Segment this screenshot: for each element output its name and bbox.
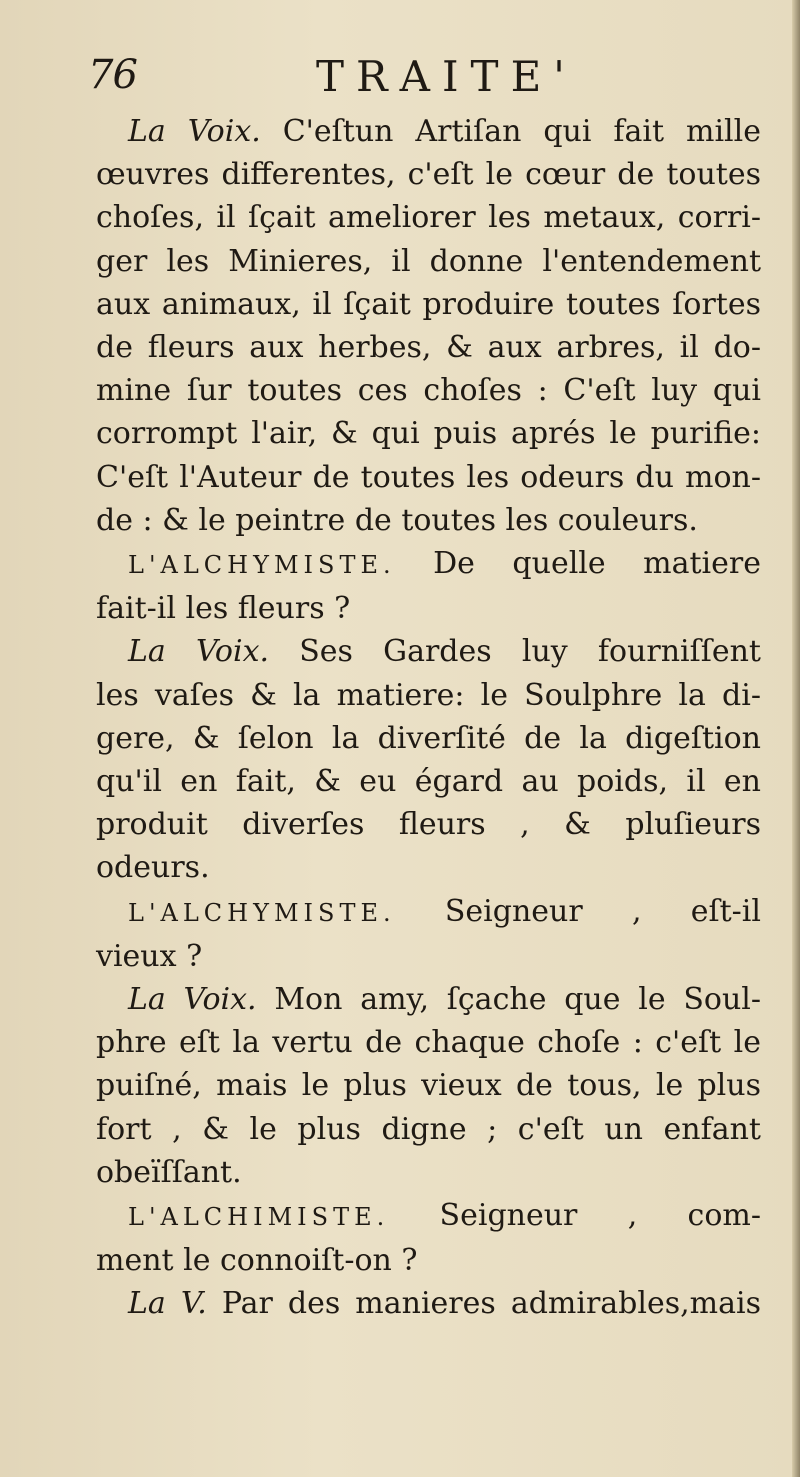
line-text: choſes, il ſçait ameliorer les metaux, corri- bbox=[96, 200, 761, 236]
text-line bbox=[96, 890, 761, 935]
line-text: fait-il les fleurs ? bbox=[96, 591, 351, 627]
text-line bbox=[96, 412, 761, 455]
line-text: odeurs. bbox=[96, 850, 210, 886]
line-text: gere, & ſelon la diverſité de la digeſtion bbox=[96, 720, 761, 756]
text-line bbox=[96, 803, 761, 846]
page-number: 76 bbox=[88, 52, 137, 98]
line-text: œuvres differentes, c'eſt le cœur de toutes bbox=[96, 157, 761, 193]
line-text: produit diverſes fleurs , & pluſieurs bbox=[96, 807, 761, 843]
text-line bbox=[96, 283, 761, 326]
line-text: C'eſtun Artiſan qui fait mille bbox=[260, 114, 761, 149]
line-text: C'eſt l'Auteur de toutes les odeurs du mon- bbox=[96, 459, 761, 495]
text-line bbox=[96, 240, 761, 283]
line-text: mine ſur toutes ces choſes : C'eſt luy qui bbox=[96, 373, 761, 409]
line-text: phre eſt la vertu de chaque choſe : c'eſt le bbox=[96, 1025, 761, 1061]
text-line bbox=[96, 1282, 761, 1325]
speaker-label: La Voix. bbox=[128, 114, 261, 149]
text-line bbox=[96, 326, 761, 369]
line-text: Seigneur , eſt-il bbox=[395, 893, 761, 929]
text-line bbox=[96, 369, 761, 412]
line-text: ment le connoiſt-on ? bbox=[96, 1243, 418, 1279]
line-text: Ses Gardes luy fourniſſent bbox=[269, 634, 761, 670]
text-line bbox=[96, 717, 761, 760]
text-line bbox=[96, 1151, 761, 1194]
text-line bbox=[96, 587, 761, 630]
text-line bbox=[96, 196, 761, 239]
text-line bbox=[96, 935, 761, 978]
line-text: fort , & le plus digne ; c'eſt un enfant bbox=[96, 1111, 761, 1147]
speaker-label: La Voix. bbox=[128, 982, 257, 1018]
text-line bbox=[96, 1108, 761, 1151]
text-line bbox=[96, 978, 761, 1021]
page-edge bbox=[792, 0, 800, 1477]
line-text: obeïſſant. bbox=[96, 1154, 242, 1190]
text-line bbox=[96, 110, 761, 153]
line-text: qu'il en fait, & eu égard au poids, il en bbox=[96, 764, 761, 800]
line-text: Mon amy, ſçache que le Soul- bbox=[256, 982, 761, 1018]
text-line bbox=[96, 153, 761, 196]
line-text: ger les Minieres, il donne l'entendement bbox=[96, 243, 761, 279]
line-text: De quelle matiere bbox=[395, 546, 761, 582]
text-line bbox=[96, 760, 761, 803]
speaker-label: La Voix. bbox=[128, 634, 270, 670]
text-line bbox=[96, 456, 761, 499]
speaker-label: La V. bbox=[128, 1286, 207, 1322]
line-text: les vaſes & la matiere: le Soulphre la di- bbox=[96, 677, 761, 713]
line-text: Seigneur , com- bbox=[389, 1198, 761, 1234]
text-line bbox=[96, 499, 761, 542]
text-line bbox=[96, 1239, 761, 1282]
line-text: corrompt l'air, & qui puis aprés le purifie: bbox=[96, 416, 761, 452]
text-line bbox=[96, 846, 761, 889]
body-text bbox=[96, 110, 761, 1326]
speaker-label: L'ALCHYMISTE. bbox=[128, 551, 396, 580]
page-header bbox=[88, 52, 648, 102]
line-text: puiſné, mais le plus vieux de tous, le plus bbox=[96, 1068, 761, 1104]
text-line bbox=[96, 1021, 761, 1064]
line-text: Par des manieres admirables,mais bbox=[206, 1286, 761, 1322]
text-line bbox=[96, 630, 761, 673]
text-line bbox=[96, 542, 761, 587]
line-text: de fleurs aux herbes, & aux arbres, il do- bbox=[96, 330, 761, 366]
text-line bbox=[96, 674, 761, 717]
speaker-label: L'ALCHYMISTE. bbox=[128, 898, 396, 927]
line-text: aux animaux, il ſçait produire toutes ſortes bbox=[96, 286, 761, 322]
text-line bbox=[96, 1194, 761, 1239]
speaker-label: L'ALCHIMISTE. bbox=[128, 1203, 390, 1232]
line-text: vieux ? bbox=[96, 938, 203, 974]
text-line bbox=[96, 1064, 761, 1107]
line-text: de : & le peintre de toutes les couleurs. bbox=[96, 502, 698, 538]
running-title: TRAITE' bbox=[316, 52, 577, 101]
